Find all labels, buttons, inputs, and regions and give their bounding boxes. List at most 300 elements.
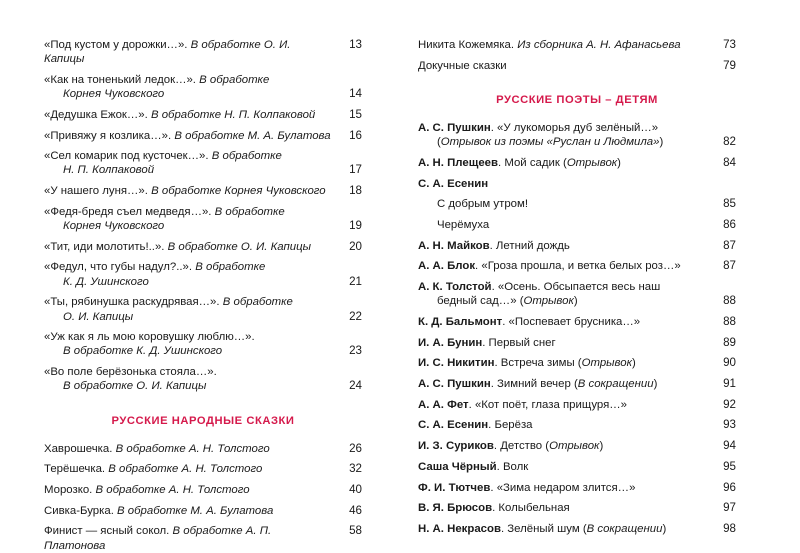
toc-entry-text: [44, 108, 315, 122]
toc-entry-text: [44, 38, 333, 66]
toc-entry-text: [418, 280, 660, 294]
toc-entry[interactable]: [418, 38, 736, 52]
toc-entry-line: [44, 108, 362, 122]
entry-author: А. А. Фет: [418, 398, 469, 411]
dot-leader: [511, 69, 717, 70]
toc-entry-text: [44, 344, 222, 358]
toc-entry[interactable]: [44, 524, 362, 552]
toc-entry[interactable]: [418, 197, 736, 211]
page-number: 18: [349, 184, 362, 198]
toc-entry-text: [418, 218, 489, 232]
toc-entry-text: [418, 336, 556, 350]
page-number: 22: [349, 309, 362, 323]
page-number: 98: [723, 521, 736, 535]
toc-entry[interactable]: [44, 184, 362, 198]
toc-entry-text: [44, 275, 149, 289]
toc-entry-text: [418, 135, 663, 149]
toc-entry-line: [44, 483, 362, 497]
toc-entry-line: [418, 294, 736, 308]
entry-title: «Уж как я ль мою коровушку люблю…».: [44, 331, 255, 344]
toc-entry-line: [44, 365, 362, 379]
entry-title: . Зимний вечер (: [490, 378, 578, 391]
toc-entry-text: [44, 205, 285, 219]
entry-author: А. К. Толстой: [418, 281, 492, 294]
entry-note: В обработке: [211, 150, 282, 163]
entry-title: Никита Кожемяка.: [418, 39, 518, 51]
toc-entry[interactable]: [418, 315, 736, 329]
entry-author: И. А. Бунин: [418, 336, 483, 349]
toc-entry-text: [418, 177, 488, 191]
entry-note: В обработке А. Н. Толстого: [95, 483, 250, 496]
entry-note: В обработке А. П. Платонова: [44, 525, 275, 552]
toc-entry[interactable]: [44, 504, 362, 518]
page-number: 84: [723, 155, 736, 169]
toc-entry-line: [418, 135, 736, 149]
entry-note: Корнея Чуковского: [63, 88, 165, 101]
entry-author: И. С. Никитин: [418, 357, 495, 370]
page-number: 32: [349, 462, 362, 476]
toc-entry-text: [44, 240, 311, 254]
entry-author: С. А. Есенин: [418, 177, 489, 190]
page-number: 46: [349, 503, 362, 517]
toc-entry-text: [44, 219, 164, 233]
toc-entry-line: [44, 87, 362, 101]
toc-entry-line: [44, 462, 362, 476]
entry-note: В обработке А. Н. Толстого: [115, 442, 270, 455]
entry-title: ): [617, 156, 621, 169]
entry-title: Финист — ясный сокол.: [44, 525, 173, 538]
entry-title: . Летний дождь: [489, 239, 570, 252]
entry-title: «Тит, иди молотить!..».: [44, 240, 168, 253]
page-number: 86: [723, 217, 736, 231]
entry-author: А. С. Пушкин: [418, 378, 491, 391]
entry-title: . «Гроза прошла, и ветка белых роз…»: [475, 260, 681, 273]
toc-entry[interactable]: [44, 38, 362, 66]
entry-title: бедный сад…» (: [437, 295, 524, 308]
dot-leader: [582, 304, 717, 305]
toc-entry-line: [44, 129, 362, 143]
entry-note: Отрывок из поэмы «Руслан и Людмила»: [440, 136, 660, 149]
entry-note: Корнея Чуковского: [63, 220, 165, 233]
entry-title: . «Поспевает брусника…»: [502, 315, 641, 328]
page-number: 20: [349, 239, 362, 253]
toc-entry-text: [418, 481, 635, 495]
toc-entry-line: [44, 310, 362, 324]
dot-leader: [574, 249, 717, 250]
entry-title: . Первый снег: [482, 336, 556, 349]
toc-entry[interactable]: [418, 522, 736, 536]
dot-leader: [639, 491, 717, 492]
toc-entry[interactable]: [418, 418, 736, 432]
entry-title: . Мой садик (: [498, 156, 567, 169]
toc-entry-line: [418, 418, 736, 432]
toc-entry-line: [418, 156, 736, 170]
page-number: 94: [723, 439, 736, 453]
toc-entry[interactable]: [44, 462, 362, 476]
toc-entry-text: [44, 524, 333, 552]
dot-leader: [574, 511, 717, 512]
toc-entry[interactable]: [418, 336, 736, 350]
entry-note: В обработке М. А. Булатова: [117, 504, 274, 517]
dot-leader: [137, 320, 343, 321]
toc-entry-line: [418, 501, 736, 515]
entry-title: ): [662, 522, 667, 535]
entry-title: ): [659, 136, 664, 149]
entry-title: ): [599, 440, 604, 453]
toc-entry-line: [418, 356, 736, 370]
page-number: 92: [723, 397, 736, 411]
toc-entry-text: [418, 294, 578, 308]
entry-note: Отрывок: [523, 295, 574, 308]
toc-entry[interactable]: [44, 149, 362, 177]
entry-title: Хаврошечка.: [44, 442, 116, 455]
toc-entry[interactable]: [418, 460, 736, 474]
entry-title: «Привяжу я козлика…».: [44, 129, 175, 142]
dot-leader: [266, 472, 343, 473]
toc-entry[interactable]: [418, 356, 736, 370]
toc-entry-line: [418, 481, 736, 495]
entry-note: К. Д. Ушинского: [63, 275, 149, 288]
entry-title: ): [631, 357, 636, 370]
entry-author: А. Н. Майков: [418, 239, 490, 252]
toc-entry-line: [418, 38, 736, 52]
entry-title: «Во поле берёзонька стояла…».: [44, 366, 217, 379]
dot-leader: [274, 452, 343, 453]
dot-leader: [168, 229, 343, 230]
entry-author: А. С. Пушкин: [418, 121, 491, 134]
toc-left-column: [44, 38, 362, 552]
entry-title: «Сел комарик под кусточек…».: [44, 150, 212, 163]
entry-title: «Федул, что губы надул?..».: [44, 261, 196, 274]
dot-leader: [210, 390, 343, 391]
page-number: 14: [349, 87, 362, 101]
dot-leader: [153, 285, 343, 286]
page-number: 88: [723, 294, 736, 308]
entry-note: О. И. Капицы: [63, 310, 134, 323]
toc-entry-text: [418, 501, 570, 515]
toc-entry-line: [44, 219, 362, 233]
entry-title: . «Кот поёт, глаза прищуря…»: [468, 398, 628, 411]
toc-entry-line: [418, 522, 736, 536]
toc-entry-line: [44, 260, 362, 274]
entry-title: Сивка-Бурка.: [44, 504, 118, 517]
entry-title: С добрым утром!: [437, 198, 528, 211]
toc-entry-line: [418, 336, 736, 350]
entry-title: (: [437, 136, 441, 149]
entry-note: В обработке О. И. Капицы: [44, 39, 294, 66]
toc-entry-text: [44, 87, 164, 101]
entry-title: «Под кустом у дорожки…».: [44, 39, 191, 51]
entry-note: В сокращении: [577, 378, 654, 391]
page-number: 40: [349, 482, 362, 496]
toc-entry[interactable]: [44, 129, 362, 143]
entry-note: В сокращении: [586, 522, 663, 535]
entry-title: ): [653, 378, 658, 391]
toc-entry[interactable]: [44, 240, 362, 254]
toc-entry-text: [44, 365, 217, 379]
toc-entry-text: [44, 442, 270, 456]
dot-leader: [670, 532, 717, 533]
page-number: 26: [349, 441, 362, 455]
toc-entry-text: [418, 377, 657, 391]
toc-entry[interactable]: [44, 108, 362, 122]
dot-leader: [625, 166, 717, 167]
toc-entry[interactable]: [418, 121, 736, 149]
page-number: 95: [723, 459, 736, 473]
toc-entry-line: [418, 239, 736, 253]
entry-note: В обработке: [195, 261, 266, 274]
dot-leader: [337, 549, 343, 550]
toc-entry[interactable]: [418, 156, 736, 170]
page-number: 24: [349, 379, 362, 393]
entry-author: К. Д. Бальмонт: [418, 315, 503, 328]
entry-note: В обработке А. Н. Толстого: [108, 463, 263, 476]
dot-leader: [226, 355, 343, 356]
entry-note: В обработке: [222, 296, 293, 309]
toc-entry-text: [418, 156, 621, 170]
dot-leader: [493, 228, 717, 229]
entry-author: С. А. Есенин: [418, 419, 489, 432]
toc-entry-line: [418, 177, 736, 191]
toc-entry-line: [418, 259, 736, 273]
dot-leader: [644, 325, 717, 326]
entry-title: . Детство (: [493, 440, 550, 453]
toc-entry-text: [418, 239, 570, 253]
toc-entry[interactable]: [44, 205, 362, 233]
toc-entry-text: [44, 330, 255, 344]
page-number: 97: [723, 501, 736, 515]
toc-entry-text: [44, 129, 331, 143]
toc-entry[interactable]: [44, 365, 362, 393]
entry-title: . Зелёный шум (: [500, 522, 587, 535]
entry-title: ): [573, 295, 578, 308]
page-number: 96: [723, 480, 736, 494]
toc-entry-line: [418, 197, 736, 211]
page-number: 87: [723, 238, 736, 252]
page-number: 15: [349, 107, 362, 121]
entry-title: «Федя-бредя съел медведя…».: [44, 205, 215, 218]
toc-entry-line: [418, 121, 736, 135]
entry-author: Саша Чёрный: [418, 460, 497, 473]
dot-leader: [685, 48, 717, 49]
toc-entry-line: [418, 398, 736, 412]
entry-note: Из сборника А. Н. Афанасьева: [517, 39, 681, 51]
page-number: 93: [723, 418, 736, 432]
dot-leader: [640, 367, 717, 368]
dot-leader: [631, 408, 717, 409]
toc-entry-text: [418, 439, 603, 453]
toc-entry-line: [44, 344, 362, 358]
dot-leader: [158, 174, 343, 175]
section-heading: РУССКИЕ НАРОДНЫЕ СКАЗКИ: [111, 414, 295, 427]
toc-entry-line: [44, 149, 362, 163]
dot-leader: [335, 139, 343, 140]
section-heading: РУССКИЕ ПОЭТЫ – ДЕТЯМ: [496, 93, 658, 106]
toc-entry[interactable]: [418, 59, 736, 73]
toc-entry-text: [44, 504, 273, 518]
entry-title: Черёмуха: [437, 218, 490, 231]
toc-entry-text: [418, 522, 666, 536]
page-number: 88: [723, 314, 736, 328]
toc-entry-text: [44, 260, 265, 274]
entry-title: . «Осень. Обсыпается весь наш: [491, 281, 661, 294]
page-number: 19: [349, 219, 362, 233]
page-number: 87: [723, 259, 736, 273]
toc-entry-text: [44, 295, 293, 309]
toc-entry-text: [418, 197, 528, 211]
dot-leader: [661, 387, 717, 388]
toc-entry-line: [44, 163, 362, 177]
page-number: 23: [349, 344, 362, 358]
toc-entry[interactable]: [418, 501, 736, 515]
toc-right-column: [418, 38, 736, 535]
toc-entry-line: [44, 442, 362, 456]
toc-entry[interactable]: [418, 377, 736, 391]
toc-entry-text: [418, 59, 507, 73]
entry-title: . Берёза: [488, 419, 533, 432]
toc-entry[interactable]: [44, 73, 362, 101]
dot-leader: [337, 62, 343, 63]
page-number: 21: [349, 274, 362, 288]
page-number: 58: [349, 524, 362, 538]
toc-entry-text: [44, 462, 262, 476]
entry-note: В обработке К. Д. Ушинского: [63, 345, 223, 358]
toc-entry-text: [44, 73, 269, 87]
entry-author: А. Н. Плещеев: [418, 156, 499, 169]
dot-leader: [532, 470, 717, 471]
toc-entry[interactable]: [418, 481, 736, 495]
toc-entry-line: [44, 240, 362, 254]
toc-entry-line: [418, 460, 736, 474]
entry-note: Отрывок: [581, 357, 632, 370]
toc-entry-text: [418, 460, 528, 474]
entry-title: . «Зима недаром злится…»: [490, 481, 636, 494]
entry-author: И. З. Суриков: [418, 440, 494, 453]
toc-entry-line: [418, 218, 736, 232]
entry-note: Отрывок: [566, 156, 618, 169]
toc-entry-line: [44, 330, 362, 344]
dot-leader: [560, 346, 717, 347]
toc-entry-text: [44, 379, 206, 393]
page-number: 82: [723, 135, 736, 149]
toc-entry[interactable]: [418, 177, 736, 191]
toc-entry[interactable]: [44, 442, 362, 456]
page-number: 89: [723, 335, 736, 349]
toc-entry-line: [418, 315, 736, 329]
toc-entry[interactable]: [418, 280, 736, 308]
entry-title: Морозко.: [44, 483, 96, 496]
toc-entry-line: [44, 275, 362, 289]
dot-leader: [254, 493, 343, 494]
entry-note: В обработке Корнея Чуковского: [151, 185, 326, 198]
dot-leader: [685, 270, 717, 271]
toc-entry[interactable]: [44, 260, 362, 288]
toc-entry-line: [418, 59, 736, 73]
entry-title: . Волк: [496, 460, 529, 473]
page-number: 73: [723, 38, 736, 51]
entry-title: «Как на тоненький ледок…».: [44, 73, 200, 86]
toc-entry[interactable]: [418, 218, 736, 232]
toc-entry[interactable]: [418, 398, 736, 412]
toc-entry[interactable]: [418, 439, 736, 453]
page-number: 85: [723, 197, 736, 211]
dot-leader: [319, 118, 343, 119]
entry-note: Отрывок: [549, 440, 600, 453]
toc-entry-text: [44, 149, 282, 163]
toc-entry-line: [44, 295, 362, 309]
entry-note: Н. П. Колпаковой: [63, 164, 155, 177]
dot-leader: [537, 429, 717, 430]
entry-title: . Колыбельная: [492, 502, 570, 515]
page-number: 16: [349, 128, 362, 142]
page-number: 17: [349, 163, 362, 177]
toc-entry-text: [418, 259, 681, 273]
entry-note: В обработке М. А. Булатова: [174, 129, 331, 142]
dot-leader: [607, 449, 717, 450]
entry-author: Ф. И. Тютчев: [418, 481, 491, 494]
entry-title: Докучные сказки: [418, 59, 507, 72]
entry-title: Терёшечка.: [44, 463, 109, 476]
entry-title: «У нашего луня…».: [44, 185, 152, 198]
toc-entry-text: [418, 398, 627, 412]
entry-note: В обработке: [214, 205, 285, 218]
toc-entry-text: [44, 310, 133, 324]
toc-entry-line: [44, 73, 362, 87]
toc-entry-line: [44, 205, 362, 219]
toc-entry-text: [44, 163, 154, 177]
toc-entry[interactable]: [418, 259, 736, 273]
page-number: 90: [723, 356, 736, 370]
dot-leader: [277, 514, 343, 515]
toc-entry-line: [44, 504, 362, 518]
toc-entry-line: [418, 377, 736, 391]
entry-title: «Ты, рябинушка раскудрявая…».: [44, 296, 223, 309]
entry-author: А. А. Блок: [418, 260, 476, 273]
toc-entry-line: [418, 280, 736, 294]
toc-entry[interactable]: [418, 239, 736, 253]
dot-leader: [315, 250, 343, 251]
page-number: 79: [723, 58, 736, 72]
dot-leader: [168, 97, 343, 98]
toc-entry[interactable]: [44, 483, 362, 497]
dot-leader: [330, 194, 343, 195]
toc-entry-line: [418, 439, 736, 453]
entry-note: В обработке О. И. Капицы: [63, 380, 207, 393]
toc-entry-line: [44, 38, 362, 66]
toc-entry-text: [44, 184, 326, 198]
dot-leader: [667, 145, 717, 146]
entry-title: «Дедушка Ежок…».: [44, 108, 151, 121]
page-number: 91: [723, 377, 736, 391]
toc-entry-text: [418, 315, 640, 329]
entry-note: В обработке: [199, 73, 270, 86]
toc-entry-line: [44, 184, 362, 198]
entry-author: Н. А. Некрасов: [418, 522, 501, 535]
toc-entry-line: [44, 379, 362, 393]
dot-leader: [532, 207, 717, 208]
toc-entry-text: [418, 356, 636, 370]
toc-entry-line: [44, 524, 362, 552]
page-number: 13: [349, 38, 362, 51]
toc-entry[interactable]: [44, 330, 362, 358]
entry-title: . «У лукоморья дуб зелёный…»: [490, 121, 659, 134]
toc-entry[interactable]: [44, 295, 362, 323]
entry-title: . Встреча зимы (: [494, 357, 582, 370]
entry-note: В обработке Н. П. Колпаковой: [150, 108, 316, 121]
entry-author: В. Я. Брюсов: [418, 502, 493, 515]
toc-entry-text: [44, 483, 250, 497]
toc-entry-text: [418, 121, 658, 135]
